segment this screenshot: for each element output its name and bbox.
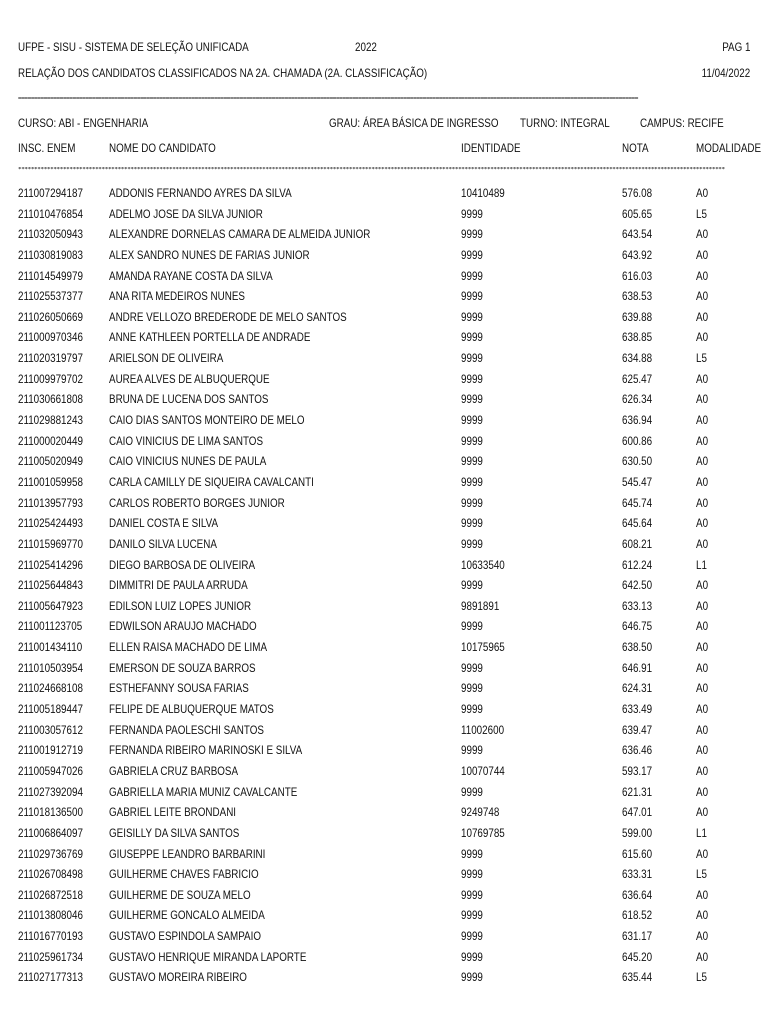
modality: A0 (696, 743, 709, 758)
score: 633.49 (622, 702, 653, 717)
identity: 9999 (461, 929, 483, 944)
candidate-name: FERNANDA RIBEIRO MARINOSKI E SILVA (109, 743, 303, 758)
candidate-row (0, 967, 768, 988)
identity: 9999 (461, 392, 483, 407)
score: 638.85 (622, 330, 653, 345)
identity: 9999 (461, 516, 483, 531)
insc-enem: 211025537377 (18, 289, 83, 304)
score: 639.47 (622, 722, 653, 737)
insc-enem: 211013808046 (18, 908, 83, 923)
candidate-name: AUREA ALVES DE ALBUQUERQUE (109, 371, 270, 386)
modality: A0 (696, 268, 709, 283)
score: 646.75 (622, 619, 653, 634)
candidate-name: BRUNA DE LUCENA DOS SANTOS (109, 392, 269, 407)
identity: 10175965 (461, 640, 505, 655)
candidate-row (0, 678, 768, 699)
candidate-name: EDWILSON ARAUJO MACHADO (109, 619, 257, 634)
candidate-name: FERNANDA PAOLESCHI SANTOS (109, 722, 264, 737)
candidate-name: ARIELSON DE OLIVEIRA (109, 351, 224, 366)
identity: 9891891 (461, 598, 500, 613)
modality: L5 (696, 867, 707, 882)
modality: A0 (696, 474, 709, 489)
modality: A0 (696, 949, 709, 964)
candidate-row (0, 204, 768, 225)
identity: 9999 (461, 289, 483, 304)
score: 638.50 (622, 640, 653, 655)
modality: A0 (696, 846, 709, 861)
score: 624.31 (622, 681, 653, 696)
column-header-nome: NOME DO CANDIDATO (109, 141, 216, 155)
score: 600.86 (622, 433, 653, 448)
insc-enem: 211018136500 (18, 805, 83, 820)
candidate-row (0, 905, 768, 926)
column-header-identidade: IDENTIDADE (461, 141, 521, 155)
candidate-row (0, 658, 768, 679)
modality: A0 (696, 702, 709, 717)
insc-enem: 211029736769 (18, 846, 83, 861)
identity: 9999 (461, 413, 483, 428)
score: 618.52 (622, 908, 653, 923)
insc-enem: 211029881243 (18, 413, 83, 428)
identity: 9999 (461, 846, 483, 861)
candidate-name: ALEXANDRE DORNELAS CAMARA DE ALMEIDA JUNIOR (109, 227, 371, 242)
candidate-row (0, 720, 768, 741)
modality: A0 (696, 598, 709, 613)
candidate-row (0, 926, 768, 947)
candidate-row (0, 266, 768, 287)
course-shift: TURNO: INTEGRAL (520, 116, 610, 130)
modality: A0 (696, 433, 709, 448)
candidate-name: ADELMO JOSE DA SILVA JUNIOR (109, 206, 263, 221)
candidate-name: EMERSON DE SOUZA BARROS (109, 660, 256, 675)
score: 625.47 (622, 371, 653, 386)
insc-enem: 211005647923 (18, 598, 83, 613)
insc-enem: 211005947026 (18, 763, 83, 778)
identity: 9999 (461, 743, 483, 758)
candidate-name: GUSTAVO HENRIQUE MIRANDA LAPORTE (109, 949, 307, 964)
identity: 9999 (461, 867, 483, 882)
insc-enem: 211016770193 (18, 929, 83, 944)
identity: 9999 (461, 660, 483, 675)
candidate-name: AMANDA RAYANE COSTA DA SILVA (109, 268, 273, 283)
modality: A0 (696, 227, 709, 242)
modality: A0 (696, 908, 709, 923)
identity: 9999 (461, 908, 483, 923)
candidate-row (0, 823, 768, 844)
identity: 10070744 (461, 763, 505, 778)
modality: A0 (696, 640, 709, 655)
score: 635.44 (622, 970, 653, 985)
modality: A0 (696, 454, 709, 469)
score: 608.21 (622, 536, 653, 551)
candidate-row (0, 761, 768, 782)
candidate-name: GUSTAVO ESPINDOLA SAMPAIO (109, 929, 262, 944)
modality: A0 (696, 929, 709, 944)
score: 636.46 (622, 743, 653, 758)
score: 636.94 (622, 413, 653, 428)
candidate-name: GUILHERME DE SOUZA MELO (109, 887, 251, 902)
candidate-row (0, 699, 768, 720)
candidate-name: EDILSON LUIZ LOPES JUNIOR (109, 598, 252, 613)
candidate-row (0, 431, 768, 452)
identity: 9999 (461, 702, 483, 717)
insc-enem: 211025961734 (18, 949, 83, 964)
page-number: PAG 1 (721, 40, 750, 54)
insc-enem: 211026872518 (18, 887, 83, 902)
score: 631.17 (622, 929, 653, 944)
insc-enem: 211010476854 (18, 206, 83, 221)
candidate-name: CAIO VINICIUS DE LIMA SANTOS (109, 433, 264, 448)
identity: 9999 (461, 351, 483, 366)
score: 647.01 (622, 805, 653, 820)
modality: A0 (696, 330, 709, 345)
identity: 10769785 (461, 825, 505, 840)
insc-enem: 211003057612 (18, 722, 83, 737)
identity: 9999 (461, 433, 483, 448)
candidate-row (0, 575, 768, 596)
candidate-name: GUSTAVO MOREIRA RIBEIRO (109, 970, 247, 985)
modality: L1 (696, 557, 707, 572)
identity: 9999 (461, 268, 483, 283)
insc-enem: 211024668108 (18, 681, 83, 696)
insc-enem: 211007294187 (18, 186, 83, 200)
modality: A0 (696, 371, 709, 386)
modality: L1 (696, 825, 707, 840)
candidate-name: GABRIELA CRUZ BARBOSA (109, 763, 239, 778)
candidate-name: ALEX SANDRO NUNES DE FARIAS JUNIOR (109, 247, 310, 262)
candidate-row (0, 410, 768, 431)
candidate-row (0, 637, 768, 658)
insc-enem: 211027177313 (18, 970, 83, 985)
identity: 9999 (461, 536, 483, 551)
identity: 9999 (461, 309, 483, 324)
modality: A0 (696, 495, 709, 510)
institution-header: UFPE - SISU - SISTEMA DE SELEÇÃO UNIFICADA (18, 40, 249, 54)
candidate-row (0, 224, 768, 245)
score: 643.54 (622, 227, 653, 242)
score: 633.31 (622, 867, 653, 882)
insc-enem: 211006864097 (18, 825, 83, 840)
score: 630.50 (622, 454, 653, 469)
insc-enem: 211027392094 (18, 784, 83, 799)
candidate-row (0, 947, 768, 968)
identity: 9999 (461, 227, 483, 242)
candidate-row (0, 534, 768, 555)
candidate-row (0, 472, 768, 493)
candidate-name: DIMMITRI DE PAULA ARRUDA (109, 578, 248, 593)
modality: A0 (696, 516, 709, 531)
modality: A0 (696, 660, 709, 675)
modality: A0 (696, 536, 709, 551)
candidate-row (0, 348, 768, 369)
insc-enem: 211000970346 (18, 330, 83, 345)
candidate-row (0, 513, 768, 534)
modality: A0 (696, 309, 709, 324)
candidate-name: GABRIEL LEITE BRONDANI (109, 805, 237, 820)
score: 599.00 (622, 825, 653, 840)
candidate-name: CARLA CAMILLY DE SIQUEIRA CAVALCANTI (109, 474, 314, 489)
modality: A0 (696, 681, 709, 696)
candidate-name: ELLEN RAISA MACHADO DE LIMA (109, 640, 268, 655)
modality: A0 (696, 619, 709, 634)
candidate-row (0, 885, 768, 906)
insc-enem: 211020319797 (18, 351, 83, 366)
identity: 9999 (461, 474, 483, 489)
candidate-row (0, 389, 768, 410)
identity: 9999 (461, 371, 483, 386)
score: 646.91 (622, 660, 653, 675)
score: 633.13 (622, 598, 653, 613)
candidate-name: CAIO VINICIUS NUNES DE PAULA (109, 454, 267, 469)
score: 643.92 (622, 247, 653, 262)
candidate-row (0, 864, 768, 885)
modality: A0 (696, 805, 709, 820)
modality: A0 (696, 722, 709, 737)
insc-enem: 211009979702 (18, 371, 83, 386)
insc-enem: 211001434110 (18, 640, 83, 655)
identity: 9999 (461, 247, 483, 262)
modality: A0 (696, 247, 709, 262)
score: 612.24 (622, 557, 653, 572)
modality: A0 (696, 887, 709, 902)
modality: A0 (696, 289, 709, 304)
candidate-row (0, 740, 768, 761)
candidate-name: GABRIELLA MARIA MUNIZ CAVALCANTE (109, 784, 298, 799)
insc-enem: 211026050669 (18, 309, 83, 324)
candidate-name: ANDRE VELLOZO BREDERODE DE MELO SANTOS (109, 309, 347, 324)
score: 634.88 (622, 351, 653, 366)
candidate-row (0, 802, 768, 823)
score: 576.08 (622, 186, 653, 200)
identity: 9999 (461, 681, 483, 696)
identity: 9999 (461, 206, 483, 221)
insc-enem: 211005189447 (18, 702, 83, 717)
insc-enem: 211025644843 (18, 578, 83, 593)
modality: L5 (696, 970, 707, 985)
insc-enem: 211010503954 (18, 660, 83, 675)
candidate-row (0, 369, 768, 390)
modality: A0 (696, 763, 709, 778)
score: 642.50 (622, 578, 653, 593)
candidate-row (0, 844, 768, 865)
modality: A0 (696, 578, 709, 593)
insc-enem: 211030661808 (18, 392, 83, 407)
score: 615.60 (622, 846, 653, 861)
candidate-row (0, 183, 768, 204)
identity: 9999 (461, 578, 483, 593)
insc-enem: 211001123705 (18, 619, 83, 634)
column-header-nota: NOTA (622, 141, 649, 155)
insc-enem: 211005020949 (18, 454, 83, 469)
score: 605.65 (622, 206, 653, 221)
candidate-name: FELIPE DE ALBUQUERQUE MATOS (109, 702, 274, 717)
insc-enem: 211025414296 (18, 557, 83, 572)
insc-enem: 211000020449 (18, 433, 83, 448)
insc-enem: 211001912719 (18, 743, 83, 758)
identity: 9999 (461, 784, 483, 799)
candidate-row (0, 451, 768, 472)
candidate-name: DANILO SILVA LUCENA (109, 536, 217, 551)
course-degree: GRAU: ÁREA BÁSICA DE INGRESSO (329, 116, 499, 130)
insc-enem: 211026708498 (18, 867, 83, 882)
score: 636.64 (622, 887, 653, 902)
candidate-name: GIUSEPPE LEANDRO BARBARINI (109, 846, 266, 861)
identity: 9999 (461, 619, 483, 634)
year-header: 2022 (355, 40, 377, 54)
score: 626.34 (622, 392, 653, 407)
candidate-row (0, 327, 768, 348)
column-header-insc: INSC. ENEM (18, 141, 76, 155)
score: 645.64 (622, 516, 653, 531)
candidate-name: ANNE KATHLEEN PORTELLA DE ANDRADE (109, 330, 311, 345)
candidate-name: ANA RITA MEDEIROS NUNES (109, 289, 245, 304)
score: 638.53 (622, 289, 653, 304)
candidate-name: ESTHEFANNY SOUSA FARIAS (109, 681, 249, 696)
candidate-row (0, 596, 768, 617)
candidate-row (0, 493, 768, 514)
modality: A0 (696, 186, 709, 200)
identity: 9999 (461, 970, 483, 985)
insc-enem: 211030819083 (18, 247, 83, 262)
identity: 11002600 (461, 722, 505, 737)
score: 645.20 (622, 949, 653, 964)
score: 545.47 (622, 474, 653, 489)
modality: A0 (696, 784, 709, 799)
identity: 9999 (461, 454, 483, 469)
modality: L5 (696, 206, 707, 221)
candidate-row (0, 245, 768, 266)
candidate-name: GUILHERME CHAVES FABRICIO (109, 867, 259, 882)
insc-enem: 211013957793 (18, 495, 83, 510)
candidate-row (0, 782, 768, 803)
candidate-name: CARLOS ROBERTO BORGES JUNIOR (109, 495, 285, 510)
score: 645.74 (622, 495, 653, 510)
document-date: 11/04/2022 (701, 66, 750, 80)
modality: L5 (696, 351, 707, 366)
identity: 9999 (461, 887, 483, 902)
candidate-row (0, 286, 768, 307)
star-separator: **************************************************************************************************************************************************************************************************************************** (18, 167, 725, 173)
candidate-row (0, 616, 768, 637)
insc-enem: 211032050943 (18, 227, 83, 242)
score: 593.17 (622, 763, 653, 778)
identity: 9999 (461, 330, 483, 345)
column-header-modalidade: MODALIDADE (696, 141, 762, 155)
candidate-row (0, 307, 768, 328)
candidate-list (0, 183, 768, 988)
identity: 10633540 (461, 557, 505, 572)
candidate-row (0, 555, 768, 576)
insc-enem: 211015969770 (18, 536, 83, 551)
identity: 9999 (461, 495, 483, 510)
candidate-name: GUILHERME GONCALO ALMEIDA (109, 908, 265, 923)
candidate-name: GEISILLY DA SILVA SANTOS (109, 825, 240, 840)
score: 639.88 (622, 309, 653, 324)
modality: A0 (696, 392, 709, 407)
modality: A0 (696, 413, 709, 428)
score: 616.03 (622, 268, 653, 283)
insc-enem: 211025424493 (18, 516, 83, 531)
double-separator: ================================================================================================================================================================================================= (18, 96, 638, 102)
course-name: CURSO: ABI - ENGENHARIA (18, 116, 149, 130)
insc-enem: 211001059958 (18, 474, 83, 489)
identity: 9249748 (461, 805, 500, 820)
candidate-name: ADDONIS FERNANDO AYRES DA SILVA (109, 186, 292, 200)
identity: 10410489 (461, 186, 505, 200)
document-subtitle: RELAÇÃO DOS CANDIDATOS CLASSIFICADOS NA 2A. CHAMADA (2A. CLASSIFICAÇÃO) (18, 66, 428, 80)
candidate-name: DANIEL COSTA E SILVA (109, 516, 219, 531)
insc-enem: 211014549979 (18, 268, 83, 283)
score: 621.31 (622, 784, 653, 799)
identity: 9999 (461, 949, 483, 964)
candidate-name: DIEGO BARBOSA DE OLIVEIRA (109, 557, 256, 572)
course-campus: CAMPUS: RECIFE (640, 116, 724, 130)
candidate-name: CAIO DIAS SANTOS MONTEIRO DE MELO (109, 413, 305, 428)
